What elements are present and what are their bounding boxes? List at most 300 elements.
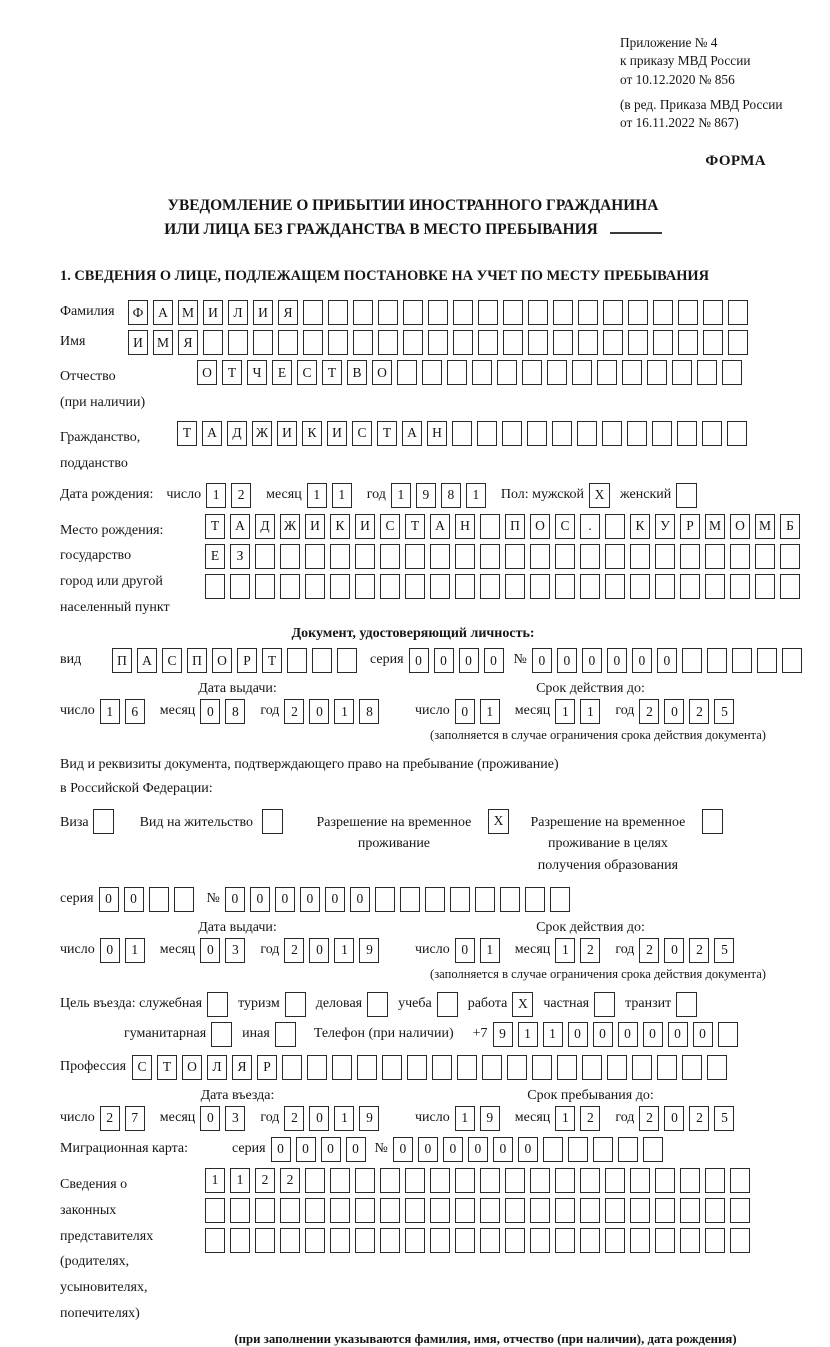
char-box[interactable]	[757, 648, 777, 673]
char-box[interactable]: К	[330, 514, 350, 539]
char-box[interactable]: О	[182, 1055, 202, 1080]
char-box[interactable]	[405, 1168, 425, 1193]
char-box[interactable]	[382, 1055, 402, 1080]
char-box[interactable]	[580, 574, 600, 599]
char-box[interactable]	[522, 360, 542, 385]
char-box[interactable]	[330, 1228, 350, 1253]
char-box[interactable]	[149, 887, 169, 912]
char-box[interactable]	[378, 330, 398, 355]
char-box[interactable]: 2	[639, 699, 659, 724]
char-box[interactable]	[703, 330, 723, 355]
char-box[interactable]: 1	[206, 483, 226, 508]
char-box[interactable]	[328, 300, 348, 325]
char-box[interactable]: 0	[309, 1106, 329, 1131]
char-box[interactable]	[432, 1055, 452, 1080]
residence-permit-checkbox[interactable]	[262, 809, 283, 834]
char-box[interactable]	[582, 1055, 602, 1080]
char-box[interactable]: 0	[434, 648, 454, 673]
char-box[interactable]	[430, 1198, 450, 1223]
char-box[interactable]	[430, 574, 450, 599]
char-box[interactable]	[407, 1055, 427, 1080]
char-box[interactable]	[332, 1055, 352, 1080]
char-box[interactable]	[500, 887, 520, 912]
purpose-humanitarian-checkbox[interactable]	[211, 1022, 232, 1047]
char-box[interactable]: И	[203, 300, 223, 325]
char-box[interactable]: 0	[607, 648, 627, 673]
char-box[interactable]: 2	[231, 483, 251, 508]
char-box[interactable]	[355, 1228, 375, 1253]
char-box[interactable]: Л	[228, 300, 248, 325]
char-box[interactable]	[605, 574, 625, 599]
char-box[interactable]: 2	[284, 699, 304, 724]
char-box[interactable]	[475, 887, 495, 912]
char-box[interactable]: У	[655, 514, 675, 539]
char-box[interactable]: 0	[309, 699, 329, 724]
char-box[interactable]: 2	[689, 699, 709, 724]
char-box[interactable]	[730, 1198, 750, 1223]
char-box[interactable]	[530, 544, 550, 569]
char-box[interactable]	[632, 1055, 652, 1080]
char-box[interactable]: О	[530, 514, 550, 539]
char-box[interactable]	[455, 1228, 475, 1253]
char-box[interactable]: 0	[200, 699, 220, 724]
char-box[interactable]	[453, 300, 473, 325]
char-box[interactable]	[705, 1198, 725, 1223]
char-box[interactable]: О	[730, 514, 750, 539]
char-box[interactable]: 2	[100, 1106, 120, 1131]
char-box[interactable]	[330, 1168, 350, 1193]
visa-checkbox[interactable]	[93, 809, 114, 834]
char-box[interactable]	[593, 1137, 613, 1162]
char-box[interactable]: 0	[657, 648, 677, 673]
char-box[interactable]: 0	[321, 1137, 341, 1162]
char-box[interactable]: Т	[177, 421, 197, 446]
char-box[interactable]	[478, 330, 498, 355]
char-box[interactable]: А	[202, 421, 222, 446]
char-box[interactable]	[682, 1055, 702, 1080]
char-box[interactable]	[728, 330, 748, 355]
char-box[interactable]	[380, 1198, 400, 1223]
char-box[interactable]: 7	[125, 1106, 145, 1131]
char-box[interactable]: М	[178, 300, 198, 325]
char-box[interactable]: 1	[555, 699, 575, 724]
char-box[interactable]: 0	[693, 1022, 713, 1047]
char-box[interactable]: 1	[543, 1022, 563, 1047]
char-box[interactable]	[655, 1168, 675, 1193]
char-box[interactable]	[627, 421, 647, 446]
char-box[interactable]	[572, 360, 592, 385]
char-box[interactable]: 0	[664, 1106, 684, 1131]
char-box[interactable]: Т	[205, 514, 225, 539]
char-box[interactable]	[553, 300, 573, 325]
char-box[interactable]: 2	[689, 1106, 709, 1131]
char-box[interactable]: 5	[714, 1106, 734, 1131]
char-box[interactable]: О	[372, 360, 392, 385]
purpose-private-checkbox[interactable]	[594, 992, 615, 1017]
char-box[interactable]: С	[380, 514, 400, 539]
char-box[interactable]	[353, 330, 373, 355]
char-box[interactable]	[355, 1168, 375, 1193]
char-box[interactable]: М	[755, 514, 775, 539]
char-box[interactable]	[303, 300, 323, 325]
char-box[interactable]	[577, 421, 597, 446]
char-box[interactable]: 0	[532, 648, 552, 673]
sex-female-checkbox[interactable]	[676, 483, 697, 508]
char-box[interactable]: Т	[322, 360, 342, 385]
char-box[interactable]: 0	[468, 1137, 488, 1162]
char-box[interactable]	[555, 1198, 575, 1223]
char-box[interactable]	[528, 300, 548, 325]
char-box[interactable]	[305, 574, 325, 599]
char-box[interactable]	[303, 330, 323, 355]
char-box[interactable]	[478, 300, 498, 325]
char-box[interactable]	[397, 360, 417, 385]
char-box[interactable]: 0	[200, 1106, 220, 1131]
char-box[interactable]: 1	[125, 938, 145, 963]
char-box[interactable]	[312, 648, 332, 673]
char-box[interactable]: 1	[334, 1106, 354, 1131]
char-box[interactable]	[507, 1055, 527, 1080]
char-box[interactable]	[357, 1055, 377, 1080]
char-box[interactable]: А	[402, 421, 422, 446]
char-box[interactable]: С	[555, 514, 575, 539]
char-box[interactable]	[605, 544, 625, 569]
purpose-official-checkbox[interactable]	[207, 992, 228, 1017]
char-box[interactable]	[330, 544, 350, 569]
char-box[interactable]	[530, 1168, 550, 1193]
char-box[interactable]	[355, 1198, 375, 1223]
char-box[interactable]: 9	[359, 938, 379, 963]
char-box[interactable]	[530, 1228, 550, 1253]
char-box[interactable]	[505, 574, 525, 599]
char-box[interactable]	[305, 544, 325, 569]
char-box[interactable]: 2	[639, 1106, 659, 1131]
char-box[interactable]: 1	[518, 1022, 538, 1047]
char-box[interactable]	[530, 1198, 550, 1223]
char-box[interactable]: 3	[225, 938, 245, 963]
char-box[interactable]	[697, 360, 717, 385]
char-box[interactable]	[280, 544, 300, 569]
char-box[interactable]: С	[132, 1055, 152, 1080]
char-box[interactable]	[702, 421, 722, 446]
char-box[interactable]	[450, 887, 470, 912]
char-box[interactable]: А	[430, 514, 450, 539]
temp-residence-checkbox[interactable]: X	[488, 809, 509, 834]
char-box[interactable]	[597, 360, 617, 385]
char-box[interactable]	[205, 574, 225, 599]
char-box[interactable]	[527, 421, 547, 446]
char-box[interactable]	[505, 544, 525, 569]
char-box[interactable]	[280, 1198, 300, 1223]
char-box[interactable]	[307, 1055, 327, 1080]
char-box[interactable]: Ж	[280, 514, 300, 539]
char-box[interactable]	[305, 1198, 325, 1223]
char-box[interactable]: 0	[518, 1137, 538, 1162]
char-box[interactable]	[480, 1168, 500, 1193]
char-box[interactable]	[430, 1168, 450, 1193]
char-box[interactable]: 0	[99, 887, 119, 912]
char-box[interactable]	[607, 1055, 627, 1080]
char-box[interactable]	[678, 330, 698, 355]
char-box[interactable]	[403, 330, 423, 355]
char-box[interactable]: Ч	[247, 360, 267, 385]
char-box[interactable]	[547, 360, 567, 385]
char-box[interactable]	[480, 514, 500, 539]
char-box[interactable]: 2	[639, 938, 659, 963]
char-box[interactable]	[580, 1168, 600, 1193]
char-box[interactable]: Я	[178, 330, 198, 355]
char-box[interactable]	[568, 1137, 588, 1162]
char-box[interactable]	[428, 330, 448, 355]
char-box[interactable]	[680, 1228, 700, 1253]
char-box[interactable]: И	[277, 421, 297, 446]
char-box[interactable]	[505, 1228, 525, 1253]
char-box[interactable]: 0	[568, 1022, 588, 1047]
char-box[interactable]	[718, 1022, 738, 1047]
char-box[interactable]	[603, 330, 623, 355]
char-box[interactable]	[447, 360, 467, 385]
char-box[interactable]: 0	[418, 1137, 438, 1162]
char-box[interactable]: О	[197, 360, 217, 385]
char-box[interactable]: Я	[278, 300, 298, 325]
char-box[interactable]	[578, 330, 598, 355]
char-box[interactable]: 0	[100, 938, 120, 963]
char-box[interactable]	[430, 1228, 450, 1253]
char-box[interactable]	[403, 300, 423, 325]
char-box[interactable]: П	[187, 648, 207, 673]
char-box[interactable]: 0	[271, 1137, 291, 1162]
char-box[interactable]: 1	[480, 699, 500, 724]
char-box[interactable]: 0	[664, 938, 684, 963]
char-box[interactable]	[255, 1198, 275, 1223]
char-box[interactable]	[380, 1228, 400, 1253]
char-box[interactable]: 1	[205, 1168, 225, 1193]
char-box[interactable]	[755, 574, 775, 599]
char-box[interactable]: 0	[225, 887, 245, 912]
char-box[interactable]: И	[253, 300, 273, 325]
char-box[interactable]	[380, 574, 400, 599]
char-box[interactable]: Р	[237, 648, 257, 673]
char-box[interactable]	[405, 544, 425, 569]
char-box[interactable]	[355, 574, 375, 599]
char-box[interactable]: .	[580, 514, 600, 539]
char-box[interactable]	[553, 330, 573, 355]
char-box[interactable]	[328, 330, 348, 355]
char-box[interactable]	[480, 1228, 500, 1253]
char-box[interactable]: 2	[280, 1168, 300, 1193]
char-box[interactable]	[378, 300, 398, 325]
char-box[interactable]	[230, 1198, 250, 1223]
char-box[interactable]	[472, 360, 492, 385]
char-box[interactable]: М	[153, 330, 173, 355]
char-box[interactable]: П	[505, 514, 525, 539]
char-box[interactable]	[457, 1055, 477, 1080]
char-box[interactable]	[428, 300, 448, 325]
char-box[interactable]	[603, 300, 623, 325]
char-box[interactable]: 0	[325, 887, 345, 912]
char-box[interactable]	[780, 574, 800, 599]
char-box[interactable]	[505, 1168, 525, 1193]
char-box[interactable]	[477, 421, 497, 446]
char-box[interactable]: 2	[255, 1168, 275, 1193]
char-box[interactable]	[455, 544, 475, 569]
char-box[interactable]: 0	[455, 938, 475, 963]
char-box[interactable]: 0	[455, 699, 475, 724]
char-box[interactable]: 6	[125, 699, 145, 724]
char-box[interactable]: 0	[250, 887, 270, 912]
char-box[interactable]	[305, 1168, 325, 1193]
char-box[interactable]	[580, 1228, 600, 1253]
char-box[interactable]	[605, 1168, 625, 1193]
char-box[interactable]	[705, 544, 725, 569]
char-box[interactable]	[703, 300, 723, 325]
char-box[interactable]: Я	[232, 1055, 252, 1080]
char-box[interactable]: 1	[307, 483, 327, 508]
char-box[interactable]	[653, 300, 673, 325]
char-box[interactable]	[578, 300, 598, 325]
char-box[interactable]	[705, 1228, 725, 1253]
char-box[interactable]	[255, 544, 275, 569]
char-box[interactable]	[400, 887, 420, 912]
char-box[interactable]	[230, 1228, 250, 1253]
char-box[interactable]: 0	[200, 938, 220, 963]
char-box[interactable]	[622, 360, 642, 385]
char-box[interactable]: Ф	[128, 300, 148, 325]
char-box[interactable]	[643, 1137, 663, 1162]
char-box[interactable]: 2	[689, 938, 709, 963]
char-box[interactable]	[730, 1228, 750, 1253]
char-box[interactable]	[405, 1198, 425, 1223]
char-box[interactable]	[355, 544, 375, 569]
char-box[interactable]: Т	[262, 648, 282, 673]
char-box[interactable]	[618, 1137, 638, 1162]
char-box[interactable]	[557, 1055, 577, 1080]
char-box[interactable]	[228, 330, 248, 355]
char-box[interactable]: Е	[205, 544, 225, 569]
char-box[interactable]	[532, 1055, 552, 1080]
char-box[interactable]: 8	[359, 699, 379, 724]
char-box[interactable]	[282, 1055, 302, 1080]
char-box[interactable]: 0	[309, 938, 329, 963]
char-box[interactable]: М	[705, 514, 725, 539]
char-box[interactable]: 0	[296, 1137, 316, 1162]
char-box[interactable]	[707, 648, 727, 673]
char-box[interactable]	[550, 887, 570, 912]
char-box[interactable]: 1	[334, 699, 354, 724]
char-box[interactable]: 1	[580, 699, 600, 724]
char-box[interactable]: 0	[664, 699, 684, 724]
char-box[interactable]	[255, 574, 275, 599]
char-box[interactable]	[653, 330, 673, 355]
char-box[interactable]: 9	[480, 1106, 500, 1131]
char-box[interactable]	[580, 1198, 600, 1223]
char-box[interactable]	[482, 1055, 502, 1080]
char-box[interactable]	[353, 300, 373, 325]
char-box[interactable]	[705, 1168, 725, 1193]
purpose-transit-checkbox[interactable]	[676, 992, 697, 1017]
char-box[interactable]	[502, 421, 522, 446]
char-box[interactable]	[630, 1198, 650, 1223]
char-box[interactable]: 0	[443, 1137, 463, 1162]
char-box[interactable]: Д	[227, 421, 247, 446]
char-box[interactable]	[503, 330, 523, 355]
char-box[interactable]	[278, 330, 298, 355]
char-box[interactable]: 3	[225, 1106, 245, 1131]
char-box[interactable]	[205, 1198, 225, 1223]
char-box[interactable]: Б	[780, 514, 800, 539]
char-box[interactable]	[782, 648, 802, 673]
char-box[interactable]	[707, 1055, 727, 1080]
char-box[interactable]: 1	[480, 938, 500, 963]
char-box[interactable]: 1	[334, 938, 354, 963]
char-box[interactable]: Т	[222, 360, 242, 385]
char-box[interactable]: И	[305, 514, 325, 539]
char-box[interactable]	[730, 1168, 750, 1193]
char-box[interactable]: 1	[555, 938, 575, 963]
sex-male-checkbox[interactable]: X	[589, 483, 610, 508]
char-box[interactable]: 0	[300, 887, 320, 912]
char-box[interactable]: Р	[680, 514, 700, 539]
char-box[interactable]	[425, 887, 445, 912]
char-box[interactable]: 2	[580, 938, 600, 963]
char-box[interactable]	[630, 574, 650, 599]
char-box[interactable]: С	[297, 360, 317, 385]
char-box[interactable]	[480, 1198, 500, 1223]
char-box[interactable]: 1	[555, 1106, 575, 1131]
char-box[interactable]: Е	[272, 360, 292, 385]
char-box[interactable]	[203, 330, 223, 355]
char-box[interactable]	[337, 648, 357, 673]
char-box[interactable]: 0	[582, 648, 602, 673]
char-box[interactable]	[480, 574, 500, 599]
char-box[interactable]: 0	[643, 1022, 663, 1047]
char-box[interactable]: 0	[557, 648, 577, 673]
char-box[interactable]	[580, 544, 600, 569]
char-box[interactable]	[680, 1168, 700, 1193]
char-box[interactable]	[230, 574, 250, 599]
char-box[interactable]: 0	[493, 1137, 513, 1162]
char-box[interactable]	[730, 574, 750, 599]
char-box[interactable]	[453, 330, 473, 355]
char-box[interactable]: К	[302, 421, 322, 446]
char-box[interactable]	[605, 1198, 625, 1223]
temp-residence-edu-checkbox[interactable]	[702, 809, 723, 834]
char-box[interactable]	[528, 330, 548, 355]
char-box[interactable]: 0	[618, 1022, 638, 1047]
char-box[interactable]: 1	[455, 1106, 475, 1131]
char-box[interactable]: 0	[459, 648, 479, 673]
char-box[interactable]: 0	[668, 1022, 688, 1047]
char-box[interactable]	[655, 574, 675, 599]
char-box[interactable]	[552, 421, 572, 446]
char-box[interactable]	[555, 1168, 575, 1193]
char-box[interactable]: 1	[466, 483, 486, 508]
char-box[interactable]	[628, 330, 648, 355]
purpose-study-checkbox[interactable]	[437, 992, 458, 1017]
char-box[interactable]	[330, 1198, 350, 1223]
char-box[interactable]: 8	[441, 483, 461, 508]
char-box[interactable]: И	[355, 514, 375, 539]
char-box[interactable]: И	[327, 421, 347, 446]
char-box[interactable]	[380, 1168, 400, 1193]
char-box[interactable]	[677, 421, 697, 446]
char-box[interactable]: Н	[427, 421, 447, 446]
char-box[interactable]: 8	[225, 699, 245, 724]
char-box[interactable]: А	[153, 300, 173, 325]
char-box[interactable]	[647, 360, 667, 385]
char-box[interactable]	[672, 360, 692, 385]
char-box[interactable]: А	[230, 514, 250, 539]
